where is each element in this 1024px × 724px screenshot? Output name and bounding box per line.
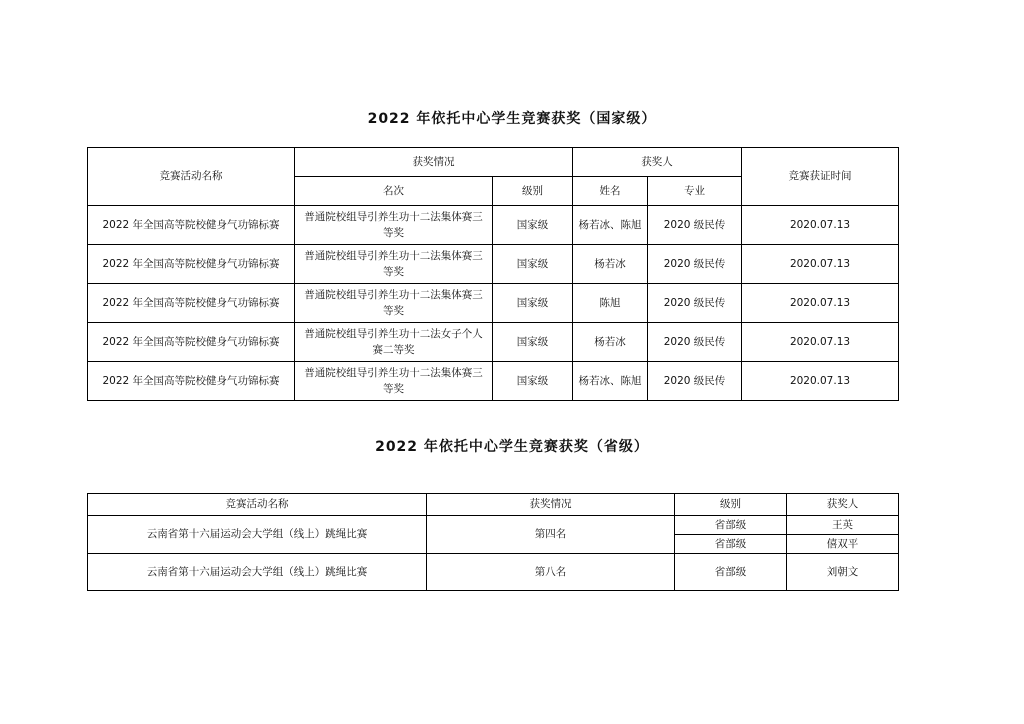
table-row (88, 245, 899, 284)
header-winner: 获奖人 (787, 494, 899, 516)
header-level: 级别 (493, 177, 573, 206)
cell-date: 2020.07.13 (742, 362, 899, 401)
cell-level: 国家级 (493, 206, 573, 245)
cell-event: 2022 年全国高等院校健身气功锦标赛 (88, 323, 295, 362)
table-row (88, 554, 899, 591)
cell-event: 云南省第十六届运动会大学组（线上）跳绳比赛 (88, 516, 427, 554)
cell-major: 2020 级民传 (648, 245, 742, 284)
cell-event: 2022 年全国高等院校健身气功锦标赛 (88, 245, 295, 284)
cell-level: 省部级 (675, 516, 787, 535)
cell-level: 省部级 (675, 554, 787, 591)
cell-date: 2020.07.13 (742, 284, 899, 323)
cell-name: 杨若冰 (573, 323, 648, 362)
header-certificate-date: 竞赛获证时间 (742, 148, 899, 206)
cell-date: 2020.07.13 (742, 323, 899, 362)
cell-date: 2020.07.13 (742, 245, 899, 284)
header-award-info: 获奖情况 (295, 148, 573, 177)
header-event-name: 竞赛活动名称 (88, 148, 295, 206)
cell-major: 2020 级民传 (648, 323, 742, 362)
cell-name: 杨若冰、陈旭 (573, 362, 648, 401)
cell-name: 杨若冰 (573, 245, 648, 284)
header-name: 姓名 (573, 177, 648, 206)
cell-level: 国家级 (493, 323, 573, 362)
table-row (88, 516, 899, 535)
table-header-row (88, 148, 899, 177)
cell-event: 2022 年全国高等院校健身气功锦标赛 (88, 362, 295, 401)
cell-event: 2022 年全国高等院校健身气功锦标赛 (88, 284, 295, 323)
cell-winner: 僖双平 (787, 535, 899, 554)
cell-name: 杨若冰、陈旭 (573, 206, 648, 245)
header-major: 专业 (648, 177, 742, 206)
cell-winner: 王英 (787, 516, 899, 535)
cell-event: 2022 年全国高等院校健身气功锦标赛 (88, 206, 295, 245)
cell-award: 第八名 (427, 554, 675, 591)
table-row (88, 284, 899, 323)
provincial-awards-table (87, 493, 899, 591)
header-rank: 名次 (295, 177, 493, 206)
cell-award: 普通院校组导引养生功十二法集体赛三等奖 (295, 362, 493, 401)
cell-winner: 刘朝文 (787, 554, 899, 591)
cell-major: 2020 级民传 (648, 206, 742, 245)
table-header-row (88, 494, 899, 516)
cell-award: 普通院校组导引养生功十二法集体赛三等奖 (295, 284, 493, 323)
header-award-info: 获奖情况 (427, 494, 675, 516)
header-level: 级别 (675, 494, 787, 516)
cell-date: 2020.07.13 (742, 206, 899, 245)
national-awards-title: 2022 年依托中心学生竞赛获奖（国家级） (367, 111, 657, 127)
cell-major: 2020 级民传 (648, 362, 742, 401)
cell-level: 国家级 (493, 245, 573, 284)
table-row (88, 206, 899, 245)
cell-award: 普通院校组导引养生功十二法集体赛三等奖 (295, 206, 493, 245)
cell-level: 国家级 (493, 362, 573, 401)
cell-award: 第四名 (427, 516, 675, 554)
header-winner: 获奖人 (573, 148, 742, 177)
cell-level: 国家级 (493, 284, 573, 323)
table-row (88, 362, 899, 401)
cell-event: 云南省第十六届运动会大学组（线上）跳绳比赛 (88, 554, 427, 591)
table-row (88, 323, 899, 362)
cell-major: 2020 级民传 (648, 284, 742, 323)
cell-level: 省部级 (675, 535, 787, 554)
national-awards-table (87, 147, 899, 401)
provincial-awards-title: 2022 年依托中心学生竞赛获奖（省级） (375, 439, 649, 455)
cell-name: 陈旭 (573, 284, 648, 323)
cell-award: 普通院校组导引养生功十二法女子个人赛二等奖 (295, 323, 493, 362)
header-event-name: 竞赛活动名称 (88, 494, 427, 516)
cell-award: 普通院校组导引养生功十二法集体赛三等奖 (295, 245, 493, 284)
